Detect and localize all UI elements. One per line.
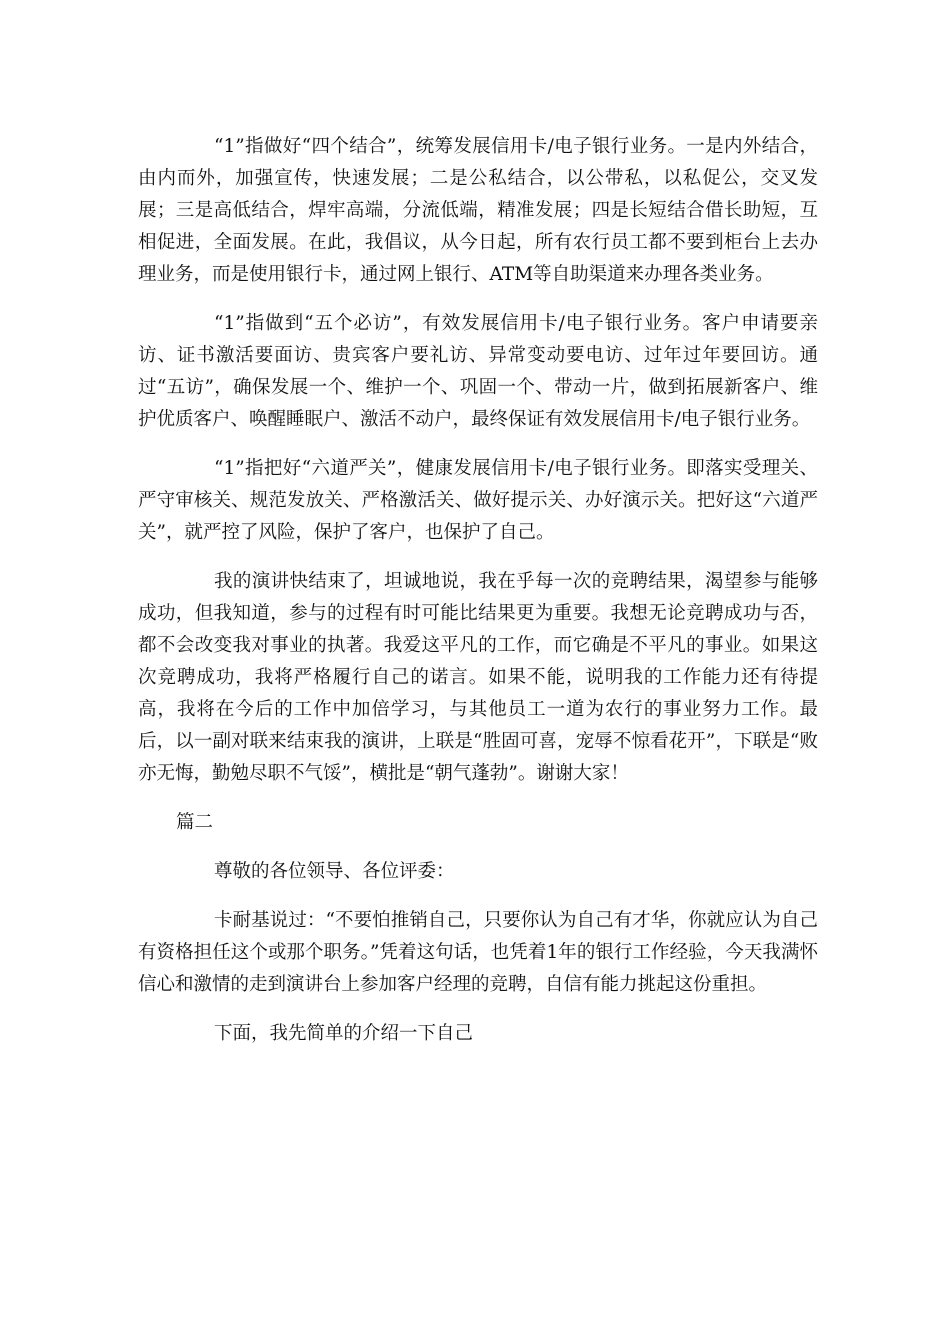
paragraph-self-introduction: 下面，我先简单的介绍一下自己 <box>214 1023 474 1044</box>
section-heading: 篇二 <box>176 812 214 833</box>
document-body <box>138 131 818 1067</box>
paragraph-four-combinations: “1”指做好“四个结合”，统筹发展信用卡/电子银行业务。一是内外结合，由内而外，加强宣传，快速发展；二是公私结合，以公带私，以私促公，交叉发展；三是高低结合，焊牢高端，分流低端，精准发展；四是长短结合借长助短，互相促进，全面发展。在此，我倡议，从今日起，所有农行员工都不要到柜台上去办理业务，而是使用银行卡，通过网上银行、ATM等自助渠道来办理各类业务。 <box>138 136 818 285</box>
paragraph-six-checkpoints: “1”指把好“六道严关”，健康发展信用卡/电子银行业务。即落实受理关、严守审核关、规范发放关、严格激活关、做好提示关、办好演示关。把好这“六道严关”，就严控了风险，保护了客户，也保护了自己。 <box>138 458 818 543</box>
paragraph-five-visits: “1”指做到“五个必访”，有效发展信用卡/电子银行业务。客户申请要亲访、证书激活要面访、贵宾客户要礼访、异常变动要电访、过年过年要回访。通过“五访”，确保发展一个、维护一个、巩固一个、带动一片，做到拓展新客户、维护优质客户、唤醒睡眠户、激活不动户，最终保证有效发展信用卡/电子银行业务。 <box>138 313 818 430</box>
paragraph-salutation: 尊敬的各位领导、各位评委： <box>214 861 455 882</box>
paragraph-closing-remarks: 我的演讲快结束了，坦诚地说，我在乎每一次的竞聘结果，渴望参与能够成功，但我知道，参与的过程有时可能比结果更为重要。我想无论竞聘成功与否，都不会改变我对事业的执著。我爱这平凡的工作，而它确是不平凡的事业。如果这次竞聘成功，我将严格履行自己的诺言。如果不能，说明我的工作能力还有待提高，我将在今后的工作中加倍学习，与其他员工一道为农行的事业努力工作。最后，以一副对联来结束我的演讲，上联是“胜固可喜，宠辱不惊看花开”，下联是“败亦无悔，勤勉尽职不气馁”，横批是“朝气蓬勃”。谢谢大家！ <box>138 571 818 784</box>
paragraph-carnegie-quote: 卡耐基说过：“不要怕推销自己，只要你认为自己有才华，你就应认为自己有资格担任这个或那个职务。”凭着这句话，也凭着1年的银行工作经验，今天我满怀信心和激情的走到演讲台上参加客户经理的竞聘，自信有能力挑起这份重担。 <box>138 910 818 995</box>
